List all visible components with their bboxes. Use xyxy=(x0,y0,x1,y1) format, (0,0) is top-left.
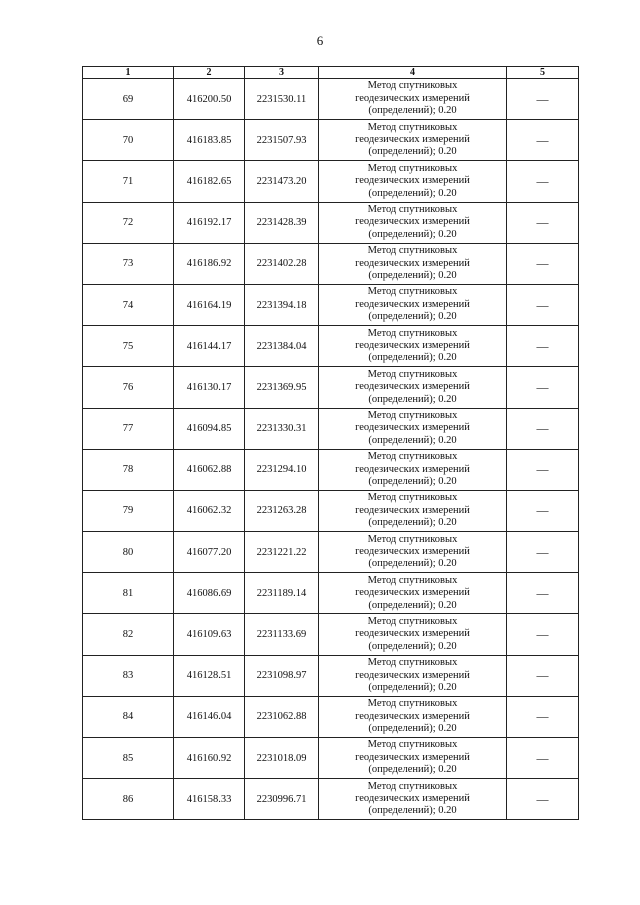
x-coordinate-cell: 416160.92 xyxy=(174,738,245,779)
method-cell xyxy=(319,408,507,449)
note-cell: — xyxy=(507,367,579,408)
method-cell xyxy=(319,490,507,531)
method-line: геодезических измерений xyxy=(355,751,470,763)
method-line: геодезических измерений xyxy=(355,134,470,146)
y-coordinate-cell: 2231133.69 xyxy=(245,614,319,655)
x-coordinate-cell: 416094.85 xyxy=(174,408,245,449)
method-cell xyxy=(319,738,507,779)
table-header-row xyxy=(83,67,579,79)
note-cell: — xyxy=(507,284,579,325)
method-cell xyxy=(319,161,507,202)
y-coordinate-cell: 2231402.28 xyxy=(245,243,319,284)
method-cell xyxy=(319,367,507,408)
note-cell: — xyxy=(507,573,579,614)
method-line: Метод спутниковых xyxy=(367,409,458,421)
table-row xyxy=(83,532,579,573)
method-line: (определений); 0.20 xyxy=(368,187,457,199)
x-coordinate-cell: 416183.85 xyxy=(174,120,245,161)
x-coordinate-cell: 416062.32 xyxy=(174,490,245,531)
table-row xyxy=(83,202,579,243)
note-cell: — xyxy=(507,696,579,737)
point-number-cell: 72 xyxy=(83,202,174,243)
table-row xyxy=(83,614,579,655)
method-cell xyxy=(319,202,507,243)
table-row xyxy=(83,243,579,284)
method-line: Метод спутниковых xyxy=(367,698,458,710)
method-cell xyxy=(319,243,507,284)
method-line: (определений); 0.20 xyxy=(368,146,457,158)
x-coordinate-cell: 416128.51 xyxy=(174,655,245,696)
x-coordinate-cell: 416077.20 xyxy=(174,532,245,573)
method-line: (определений); 0.20 xyxy=(368,311,457,323)
x-coordinate-cell: 416130.17 xyxy=(174,367,245,408)
method-line: Метод спутниковых xyxy=(367,162,458,174)
y-coordinate-cell: 2231294.10 xyxy=(245,449,319,490)
note-cell: — xyxy=(507,490,579,531)
table-body xyxy=(83,79,579,820)
method-line: геодезических измерений xyxy=(355,216,470,228)
y-coordinate-cell: 2231394.18 xyxy=(245,284,319,325)
table-row xyxy=(83,161,579,202)
x-coordinate-cell: 416144.17 xyxy=(174,326,245,367)
method-line: Метод спутниковых xyxy=(367,657,458,669)
table-row xyxy=(83,326,579,367)
y-coordinate-cell: 2230996.71 xyxy=(245,779,319,820)
method-line: геодезических измерений xyxy=(355,793,470,805)
table-row xyxy=(83,367,579,408)
note-cell: — xyxy=(507,779,579,820)
point-number-cell: 75 xyxy=(83,326,174,367)
method-line: (определений); 0.20 xyxy=(368,352,457,364)
table-row xyxy=(83,779,579,820)
method-cell xyxy=(319,614,507,655)
note-cell: — xyxy=(507,738,579,779)
method-line: геодезических измерений xyxy=(355,340,470,352)
point-number-cell: 85 xyxy=(83,738,174,779)
point-number-cell: 79 xyxy=(83,490,174,531)
method-cell xyxy=(319,449,507,490)
point-number-cell: 73 xyxy=(83,243,174,284)
method-line: (определений); 0.20 xyxy=(368,640,457,652)
x-coordinate-cell: 416192.17 xyxy=(174,202,245,243)
method-line: геодезических измерений xyxy=(355,669,470,681)
page-number: 6 xyxy=(316,33,324,48)
method-line: (определений); 0.20 xyxy=(368,228,457,240)
point-number-cell: 71 xyxy=(83,161,174,202)
method-line: геодезических измерений xyxy=(355,710,470,722)
method-line: геодезических измерений xyxy=(355,545,470,557)
table-row xyxy=(83,79,579,120)
method-cell xyxy=(319,284,507,325)
point-number-cell: 82 xyxy=(83,614,174,655)
method-line: Метод спутниковых xyxy=(367,80,458,92)
method-line: (определений); 0.20 xyxy=(368,475,457,487)
method-cell xyxy=(319,573,507,614)
x-coordinate-cell: 416200.50 xyxy=(174,79,245,120)
y-coordinate-cell: 2231369.95 xyxy=(245,367,319,408)
method-line: геодезических измерений xyxy=(355,587,470,599)
note-cell: — xyxy=(507,79,579,120)
method-line: Метод спутниковых xyxy=(367,368,458,380)
method-line: Метод спутниковых xyxy=(367,286,458,298)
x-coordinate-cell: 416146.04 xyxy=(174,696,245,737)
method-cell xyxy=(319,655,507,696)
method-line: (определений); 0.20 xyxy=(368,599,457,611)
method-line: Метод спутниковых xyxy=(367,204,458,216)
method-line: Метод спутниковых xyxy=(367,327,458,339)
method-cell xyxy=(319,696,507,737)
method-line: (определений); 0.20 xyxy=(368,270,457,282)
table-row xyxy=(83,573,579,614)
method-line: Метод спутниковых xyxy=(367,121,458,133)
column-header-5: 5 xyxy=(507,67,579,79)
y-coordinate-cell: 2231384.04 xyxy=(245,326,319,367)
note-cell: — xyxy=(507,243,579,284)
point-number-cell: 81 xyxy=(83,573,174,614)
method-line: Метод спутниковых xyxy=(367,245,458,257)
method-line: геодезических измерений xyxy=(355,175,470,187)
method-line: геодезических измерений xyxy=(355,298,470,310)
method-line: Метод спутниковых xyxy=(367,533,458,545)
note-cell: — xyxy=(507,655,579,696)
method-line: (определений); 0.20 xyxy=(368,681,457,693)
y-coordinate-cell: 2231062.88 xyxy=(245,696,319,737)
point-number-cell: 74 xyxy=(83,284,174,325)
point-number-cell: 77 xyxy=(83,408,174,449)
table-row xyxy=(83,738,579,779)
y-coordinate-cell: 2231507.93 xyxy=(245,120,319,161)
y-coordinate-cell: 2231098.97 xyxy=(245,655,319,696)
column-header-3: 3 xyxy=(245,67,319,79)
y-coordinate-cell: 2231263.28 xyxy=(245,490,319,531)
method-line: геодезических измерений xyxy=(355,92,470,104)
x-coordinate-cell: 416164.19 xyxy=(174,284,245,325)
x-coordinate-cell: 416158.33 xyxy=(174,779,245,820)
note-cell: — xyxy=(507,449,579,490)
y-coordinate-cell: 2231189.14 xyxy=(245,573,319,614)
note-cell: — xyxy=(507,161,579,202)
y-coordinate-cell: 2231473.20 xyxy=(245,161,319,202)
table-row xyxy=(83,284,579,325)
table-row xyxy=(83,120,579,161)
method-cell xyxy=(319,532,507,573)
point-number-cell: 83 xyxy=(83,655,174,696)
method-cell xyxy=(319,120,507,161)
point-number-cell: 84 xyxy=(83,696,174,737)
table-row xyxy=(83,408,579,449)
point-number-cell: 80 xyxy=(83,532,174,573)
method-line: геодезических измерений xyxy=(355,628,470,640)
method-line: (определений); 0.20 xyxy=(368,105,457,117)
method-line: (определений); 0.20 xyxy=(368,723,457,735)
method-line: геодезических измерений xyxy=(355,504,470,516)
method-line: (определений); 0.20 xyxy=(368,517,457,529)
y-coordinate-cell: 2231018.09 xyxy=(245,738,319,779)
method-cell xyxy=(319,79,507,120)
note-cell: — xyxy=(507,202,579,243)
x-coordinate-cell: 416086.69 xyxy=(174,573,245,614)
y-coordinate-cell: 2231330.31 xyxy=(245,408,319,449)
note-cell: — xyxy=(507,120,579,161)
method-line: (определений); 0.20 xyxy=(368,393,457,405)
method-line: Метод спутниковых xyxy=(367,492,458,504)
method-line: (определений); 0.20 xyxy=(368,764,457,776)
method-line: Метод спутниковых xyxy=(367,780,458,792)
note-cell: — xyxy=(507,532,579,573)
x-coordinate-cell: 416062.88 xyxy=(174,449,245,490)
x-coordinate-cell: 416186.92 xyxy=(174,243,245,284)
method-line: Метод спутниковых xyxy=(367,451,458,463)
x-coordinate-cell: 416182.65 xyxy=(174,161,245,202)
note-cell: — xyxy=(507,326,579,367)
y-coordinate-cell: 2231428.39 xyxy=(245,202,319,243)
column-header-2: 2 xyxy=(174,67,245,79)
method-line: (определений); 0.20 xyxy=(368,558,457,570)
method-line: (определений); 0.20 xyxy=(368,434,457,446)
method-line: Метод спутниковых xyxy=(367,739,458,751)
note-cell: — xyxy=(507,408,579,449)
x-coordinate-cell: 416109.63 xyxy=(174,614,245,655)
method-line: Метод спутниковых xyxy=(367,574,458,586)
method-line: геодезических измерений xyxy=(355,422,470,434)
point-number-cell: 78 xyxy=(83,449,174,490)
coordinates-table xyxy=(82,66,579,820)
note-cell: — xyxy=(507,614,579,655)
point-number-cell: 69 xyxy=(83,79,174,120)
point-number-cell: 70 xyxy=(83,120,174,161)
column-header-1: 1 xyxy=(83,67,174,79)
method-line: Метод спутниковых xyxy=(367,615,458,627)
point-number-cell: 76 xyxy=(83,367,174,408)
table-row xyxy=(83,490,579,531)
method-cell xyxy=(319,326,507,367)
y-coordinate-cell: 2231221.22 xyxy=(245,532,319,573)
point-number-cell: 86 xyxy=(83,779,174,820)
table-row xyxy=(83,449,579,490)
table-row xyxy=(83,696,579,737)
method-line: геодезических измерений xyxy=(355,463,470,475)
y-coordinate-cell: 2231530.11 xyxy=(245,79,319,120)
method-line: геодезических измерений xyxy=(355,381,470,393)
method-line: (определений); 0.20 xyxy=(368,805,457,817)
method-cell xyxy=(319,779,507,820)
method-line: геодезических измерений xyxy=(355,257,470,269)
table-row xyxy=(83,655,579,696)
column-header-4: 4 xyxy=(319,67,507,79)
